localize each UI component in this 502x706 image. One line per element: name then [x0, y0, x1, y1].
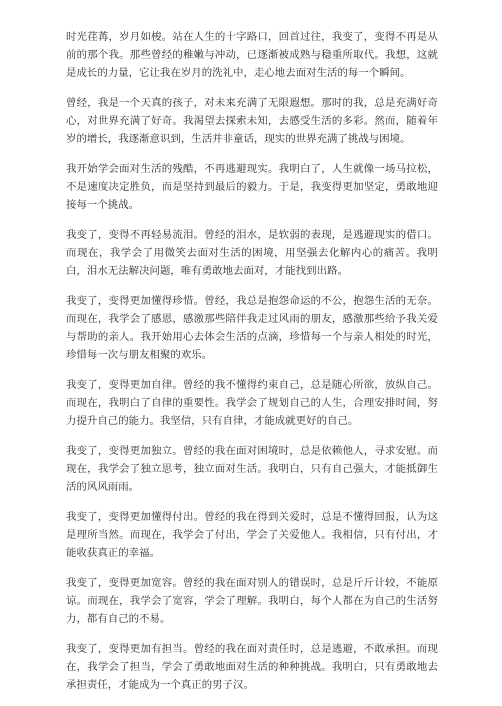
- paragraph: 曾经，我是一个天真的孩子，对未来充满了无限遐想。那时的我，总是充满好奇心，对世界充满了好奇。我渴望去探索未知，去感受生活的多彩。然而，随着年岁的增长，我逐渐意识到，生活并非童话，现实的世界充满了挑战与困境。: [66, 97, 438, 145]
- paragraph: 我变了，变得更加自律。曾经的我不懂得约束自己，总是随心所欲，放纵自己。而现在，我明白了自律的重要性。我学会了规划自己的人生，合理安排时间，努力提升自己的能力。我坚信，只有自律，才能成就更好的自己。: [66, 379, 438, 427]
- paragraph: 我变了，变得更加懂得珍惜。曾经，我总是抱怨命运的不公，抱怨生活的无奈。而现在，我学会了感恩，感激那些陪伴我走过风雨的朋友，感激那些给予我关爱与帮助的亲人。我开始用心去体会生活的点滴，珍惜每一个与亲人相处的时光，珍惜每一次与朋友相聚的欢乐。: [66, 295, 438, 361]
- paragraph: 我变了，变得更加独立。曾经的我在面对困境时，总是依赖他人，寻求安慰。而现在，我学会了独立思考，独立面对生活。我明白，只有自己强大，才能抵御生活的风风雨雨。: [66, 445, 438, 493]
- paragraph: 我变了，变得不再轻易流泪。曾经的泪水，是软弱的表现，是逃避现实的借口。而现在，我学会了用微笑去面对生活的困境，用坚强去化解内心的痛苦。我明白，泪水无法解决问题，唯有勇敢地去面对，才能找到出路。: [66, 229, 438, 277]
- paragraph: 时光荏苒，岁月如梭。站在人生的十字路口，回首过往，我变了，变得不再是从前的那个我。那些曾经的稚嫩与冲动，已逐渐被成熟与稳重所取代。我想，这就是成长的力量，它让我在岁月的洗礼中，走心地去面对生活的每一个瞬间。: [66, 31, 438, 79]
- paragraph: 我变了，变得更加有担当。曾经的我在面对责任时，总是逃避，不敢承担。而现在，我学会了担当，学会了勇敢地面对生活的种种挑战。我明白，只有勇敢地去承担责任，才能成为一个真正的男子汉。: [66, 643, 438, 691]
- document-body: [66, 28, 438, 706]
- paragraph: 我变了，变得更加宽容。曾经的我在面对别人的错误时，总是斤斤计较，不能原谅。而现在，我学会了宽容，学会了理解。我明白，每个人都在为自己的生活努力，都有自己的不易。: [66, 577, 438, 625]
- paragraph: 我变了，变得更加懂得付出。曾经的我在得到关爱时，总是不懂得回报，认为这是理所当然。而现在，我学会了付出，学会了关爱他人。我相信，只有付出，才能收获真正的幸福。: [66, 511, 438, 559]
- paragraph: 我开始学会面对生活的残酷，不再逃避现实。我明白了，人生就像一场马拉松，不是速度决定胜负，而是坚持到最后的毅力。于是，我变得更加坚定，勇敢地迎接每一个挑战。: [66, 163, 438, 211]
